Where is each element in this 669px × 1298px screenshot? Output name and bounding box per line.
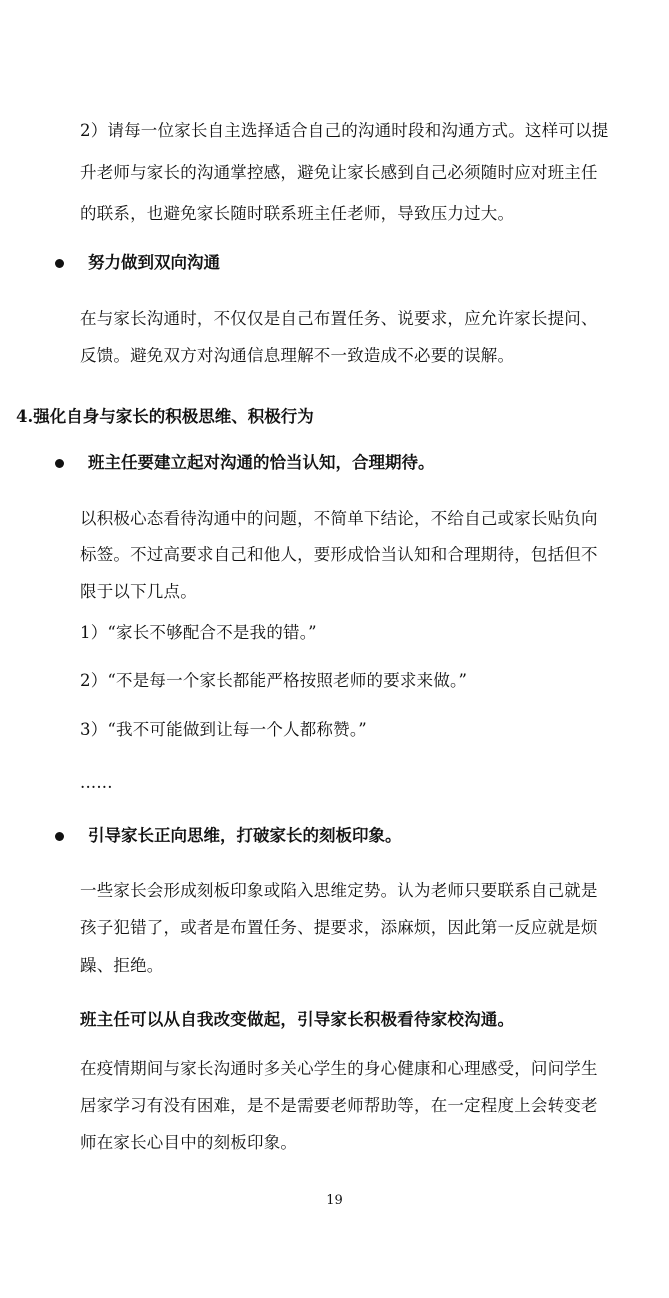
paragraph-4-line-3: 躁、拒绝。 [80,956,164,975]
paragraph-3-line-3: 限于以下几点。 [80,582,197,601]
paragraph-4-line-1: 一些家长会形成刻板印象或陷入思维定势。认为老师只要联系自己就是 [80,881,598,900]
bold-paragraph: 班主任可以从自我改变做起，引导家长积极看待家校沟通。 [80,1010,515,1029]
list-item: 2）“不是每一个家长都能严格按照老师的要求来做。” [80,671,468,690]
bullet-item-guide-parents [50,825,402,847]
paragraph-4-line-2: 孩子犯错了，或者是布置任务、提要求，添麻烦，因此第一反应就是烦 [80,918,598,937]
list-item-ellipsis: ...... [80,773,113,792]
bullet-text: 努力做到双向沟通 [88,253,220,272]
paragraph-1-line-3: 的联系，也避免家长随时联系班主任老师，导致压力过大。 [80,204,515,223]
paragraph-5-line-1: 在疫情期间与家长沟通时多关心学生的身心健康和心理感受，问问学生 [80,1059,598,1078]
bullet-text: 引导家长正向思维，打破家长的刻板印象。 [88,826,402,845]
paragraph-3-line-1: 以积极心态看待沟通中的问题，不简单下结论，不给自己或家长贴负向 [80,509,598,528]
bullet-dot-icon [55,832,64,841]
bullet-item-two-way-communication [50,252,220,274]
bullet-dot-icon [55,259,64,268]
paragraph-5-line-2: 居家学习有没有困难，是不是需要老师帮助等，在一定程度上会转变老 [80,1096,598,1115]
list-item: 1）“家长不够配合不是我的错。” [80,623,317,642]
list-item: 3）“我不可能做到让每一个人都称赞。” [80,720,367,739]
paragraph-2-line-2: 反馈。避免双方对沟通信息理解不一致造成不必要的误解。 [80,346,515,365]
paragraph-5-line-3: 师在家长心目中的刻板印象。 [80,1133,298,1152]
paragraph-2-line-1: 在与家长沟通时，不仅仅是自己布置任务、说要求，应允许家长提问、 [80,309,598,328]
page-number: 19 [326,1193,343,1208]
paragraph-3-line-2: 标签。不过高要求自己和他人，要形成恰当认知和合理期待，包括但不 [80,545,598,564]
paragraph-1-line-2: 升老师与家长的沟通掌控感，避免让家长感到自己必须随时应对班主任 [80,163,598,182]
paragraph-1-line-1: 2）请每一位家长自主选择适合自己的沟通时段和沟通方式。这样可以提 [80,121,609,140]
bullet-text: 班主任要建立起对沟通的恰当认知，合理期待。 [88,453,435,472]
section-heading: 4.强化自身与家长的积极思维、积极行为 [16,407,314,426]
bullet-dot-icon [55,459,64,468]
bullet-item-proper-cognition [50,452,435,474]
